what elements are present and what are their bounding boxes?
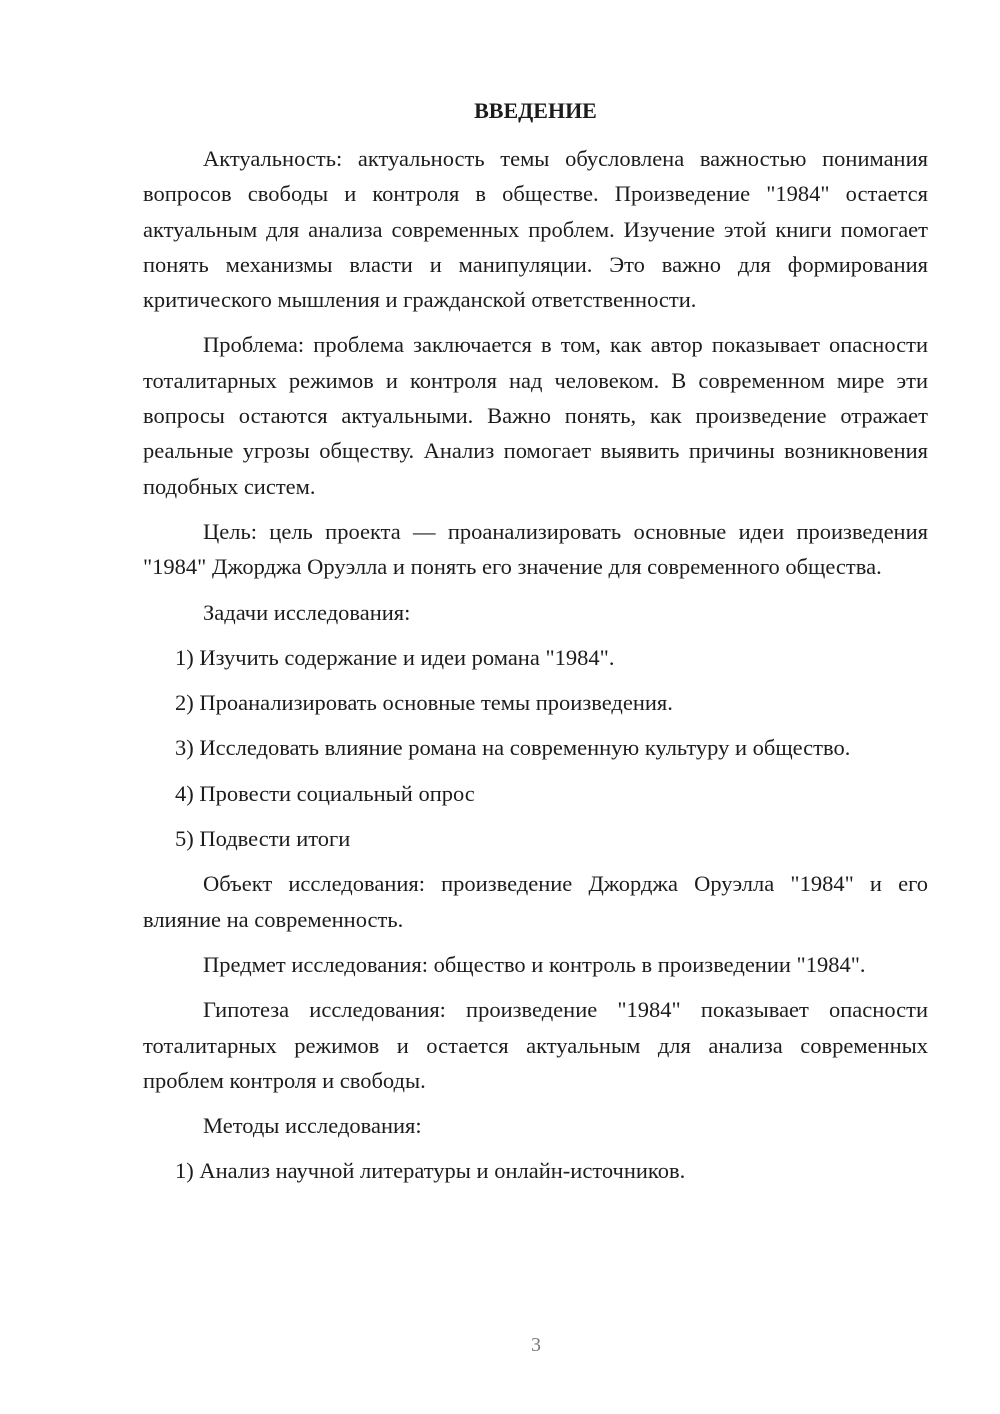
tasks-title: Задачи исследования: [203,599,411,625]
section-heading: ВВЕДЕНИЕ [474,98,597,123]
object-paragraph: Объект исследования: произведение Джорджа Оруэлла "1984" и его влияние на современность. [143,871,928,932]
method-item-1: 1) Анализ научной литературы и онлайн-источников. [175,1158,686,1184]
page-content [143,94,928,1199]
task-item-3: 3) Исследовать влияние романа на современную культуру и общество. [175,735,851,761]
goal-paragraph: Цель: цель проекта — проанализировать основные идеи произведения "1984" Джорджа Оруэлла и понять его значение для современного общества. [143,518,928,580]
subject-paragraph: Предмет исследования: общество и контроль в произведении "1984". [203,951,866,977]
task-item-4: 4) Провести социальный опрос [175,780,475,806]
hypothesis-paragraph: Гипотеза исследования: произведение "1984" показывает опасности тоталитарных режимов и остается актуальным для анализа современных проблем контроля и свободы. [143,997,928,1093]
problem-paragraph: Проблема: проблема заключается в том, как автор показывает опасности тоталитарных режимов и контроля над человеком. В современном мире эти вопросы остаются актуальными. Важно понять, как произведение отражает реальные угрозы обществу. Анализ помогает выявить причины возникновения подобных систем. [143,332,928,499]
task-item-5: 5) Подвести итоги [175,826,351,852]
task-item-1: 1) Изучить содержание и идеи романа "1984". [175,644,615,670]
page-number: 3 [531,1334,541,1356]
methods-title: Методы исследования: [203,1113,422,1139]
task-item-2: 2) Проанализировать основные темы произведения. [175,690,673,716]
relevance-paragraph: Актуальность: актуальность темы обусловлена важностью понимания вопросов свободы и контроля в обществе. Произведение "1984" остается актуальным для анализа современных проблем. Изучение этой книги помогает понять механизмы власти и манипуляции. Это важно для формирования критического мышления и гражданской ответственности. [143,146,928,313]
